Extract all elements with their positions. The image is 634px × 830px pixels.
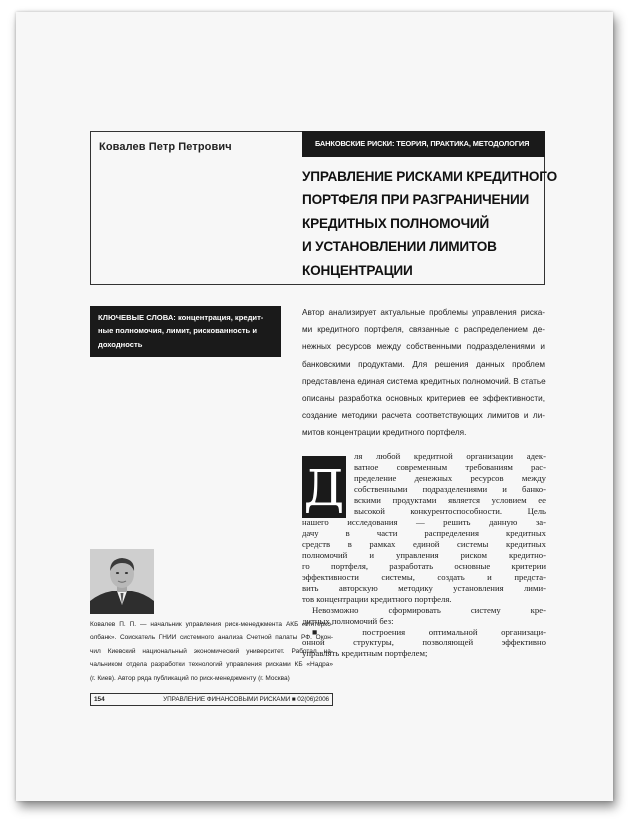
abstract-line: создание методики расчета соответствующих лимитов и ли-	[302, 411, 545, 421]
body-line: вить авторскую методику установления лими-	[302, 582, 546, 593]
abstract	[302, 304, 545, 442]
abstract-line: митов концентрации кредитного портфеля.	[302, 428, 467, 438]
abstract-line: ми кредитного портфеля, связанные с распределением де-	[302, 325, 545, 335]
body-line: нашего исследования — решить данную за-	[302, 516, 546, 527]
abstract-line: представлена единая система кредитных полномочий. В статье	[302, 376, 546, 386]
title-line: И УСТАНОВЛЕНИИ ЛИМИТОВ	[302, 239, 497, 255]
body-line: высокой конкурентоспособности. Цель	[354, 505, 546, 516]
body-line: тов концентрации кредитного портфеля.	[302, 593, 452, 604]
body-line: управлять кредитным портфелем;	[302, 648, 428, 659]
body-line: собственными подразделениями и банко-	[354, 483, 546, 494]
body-line: пределение денежных ресурсов между	[354, 472, 546, 483]
author-bio	[90, 618, 333, 685]
body-line: дачу в части распределения кредитных	[302, 527, 546, 538]
body-line: вскими продуктами является условием ее	[354, 494, 546, 505]
author-name: Ковалев Петр Петрович	[99, 141, 232, 153]
page-footer	[90, 693, 333, 706]
title-line: ПОРТФЕЛЯ ПРИ РАЗГРАНИЧЕНИИ	[302, 192, 530, 208]
body-line: эффективности системы, создать и предста-	[302, 571, 546, 582]
drop-cap: Д	[302, 456, 346, 518]
body-line: го портфеля, разработать основные критерии	[302, 560, 546, 571]
abstract-line: нежных ресурсов между собственными подразделениями и	[302, 342, 545, 352]
journal-issue: УПРАВЛЕНИЕ ФИНАНСОВЫМИ РИСКАМИ ■ 02(06)2006	[163, 696, 329, 703]
keywords-box	[90, 306, 281, 357]
section-heading: БАНКОВСКИЕ РИСКИ: ТЕОРИЯ, ПРАКТИКА, МЕТОДОЛОГИЯ	[302, 131, 545, 157]
body-line: Невозможно сформировать систему кре-	[312, 604, 546, 615]
bio-line: чил Киевский национальный экономический университет. Работал на-	[90, 647, 333, 655]
body-line: дитных полномочий без:	[302, 615, 394, 626]
author-portrait-icon	[90, 549, 154, 614]
keywords-line: ные полномочия, лимит, рискованность и	[98, 326, 257, 336]
bio-line: (г. Киев). Автор ряда публикаций по риск-менеджменту (г. Москва)	[90, 674, 290, 682]
bio-line: Ковалев П. П. — начальник управления риск-менеджмента АКБ «Интерко-	[90, 621, 333, 628]
author-photo	[90, 549, 154, 614]
title-line: КОНЦЕНТРАЦИИ	[302, 262, 413, 278]
bio-line: олбанк». Соискатель ГНИИ системного анализа Счетной палаты РФ. Окон-	[90, 634, 333, 642]
keywords-line: КЛЮЧЕВЫЕ СЛОВА: концентрация, кредит-	[98, 313, 264, 322]
page-number: 154	[94, 696, 105, 703]
body-line: средств в рамках единой системы кредитных	[302, 538, 546, 549]
title-line: УПРАВЛЕНИЕ РИСКАМИ КРЕДИТНОГО	[302, 169, 557, 184]
body-text	[302, 451, 546, 659]
body-line: полномочий и управления риском кредитно-	[302, 549, 546, 560]
bio-line: чальником отдела разработки технологий управления рисками КБ «Надра»	[90, 661, 333, 669]
body-line: ля любой кредитной организации адек-	[354, 451, 546, 461]
article-title	[302, 165, 557, 282]
abstract-line: банковскими продуктами. Для решения данных проблем	[302, 359, 545, 369]
body-line: ватное современным требованиям рас-	[354, 461, 546, 472]
title-line: КРЕДИТНЫХ ПОЛНОМОЧИЙ	[302, 215, 490, 231]
body-line: ■ построения оптимальной организаци-	[312, 626, 546, 637]
body-line: онной структуры, позволяющей эффективно	[302, 637, 546, 648]
keywords-line: доходность	[98, 339, 143, 349]
abstract-line: Автор анализирует актуальные проблемы управления риска-	[302, 308, 545, 317]
abstract-line: описаны разработка основных критериев ее эффективности,	[302, 394, 545, 404]
